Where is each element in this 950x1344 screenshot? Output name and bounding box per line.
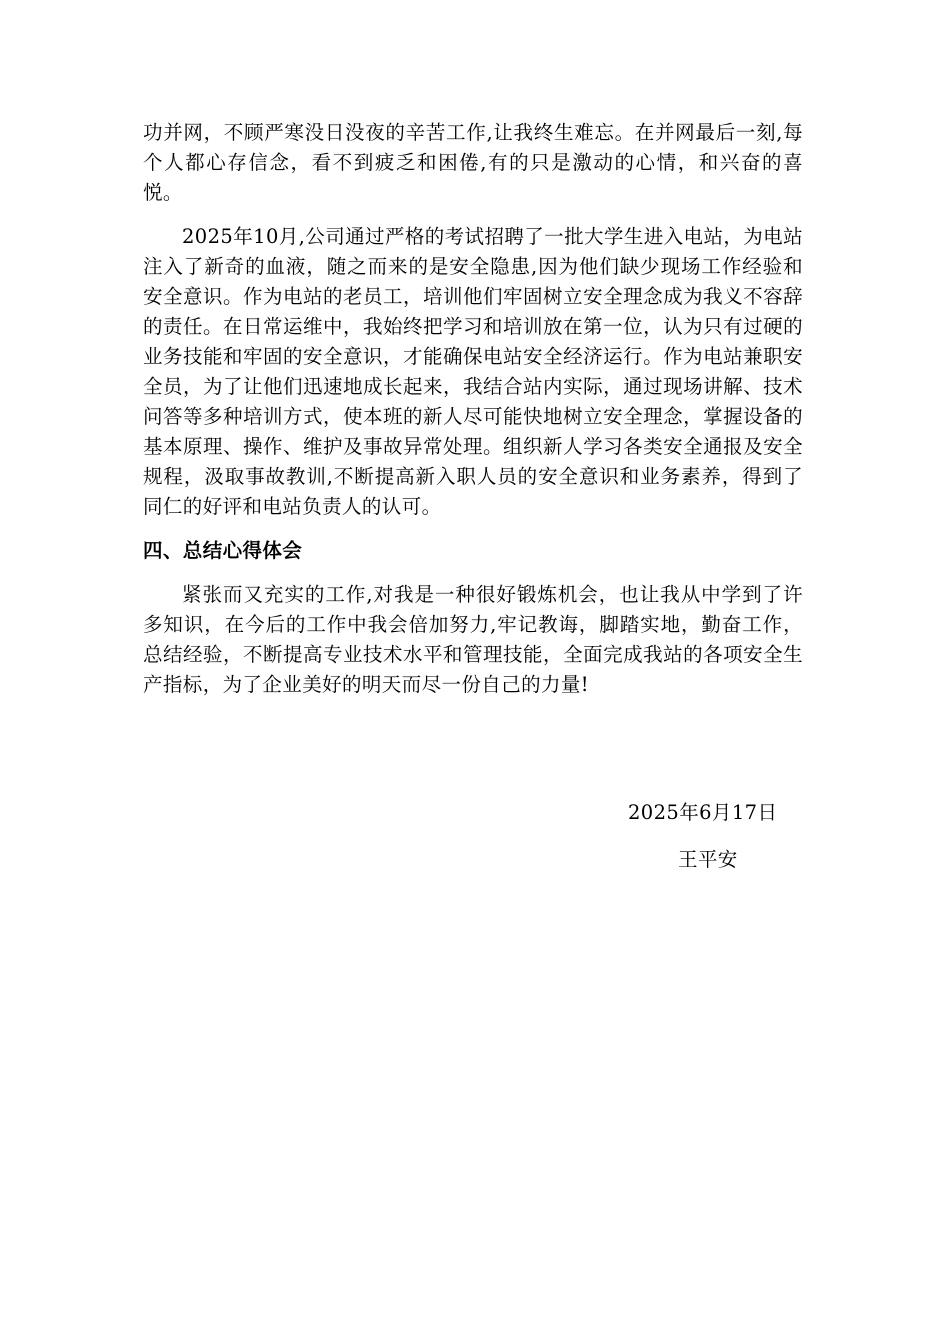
paragraph-summary: 紧张而又充实的工作,对我是一种很好锻炼机会，也让我从中学到了许多知识，在今后的工作中我会倍加努力,牢记教诲，脚踏实地，勤奋工作，总结经验，不断提高专业技术水平和管理技能，全面完成我站的各项安全生产指标，为了企业美好的明天而尽一份自己的力量! <box>143 583 803 696</box>
section-heading: 四、总结心得体会 <box>143 539 303 562</box>
document-date: 2025年6月17日 <box>628 801 778 824</box>
paragraph-gap <box>143 208 803 222</box>
document-body <box>143 118 803 700</box>
paragraph-training: 2025年10月,公司通过严格的考试招聘了一批大学生进入电站，为电站注入了新奇的血液，随之而来的是安全隐患,因为他们缺少现场工作经验和安全意识。作为电站的老员工，培训他们牢固树立安全理念成为我义不容辞的责任。在日常运维中，我始终把学习和培训放在第一位，认为只有过硬的业务技能和牢固的安全意识，才能确保电站安全经济运行。作为电站兼职安全员，为了让他们迅速地成长起来，我结合站内实际，通过现场讲解、技术问答等多种培训方式，使本班的新人尽可能快地树立安全理念，掌握设备的基本原理、操作、维护及事故异常处理。组织新人学习各类安全通报及安全规程，汲取事故教训,不断提高新入职人员的安全意识和业务素养，得到了同仁的好评和电站负责人的认可。 <box>143 225 803 518</box>
document-signature: 王平安 <box>678 848 738 871</box>
paragraph-continuation: 功并网，不顾严寒没日没夜的辛苦工作,让我终生难忘。在并网最后一刻,每个人都心存信念，看不到疲乏和困倦,有的只是激动的心情，和兴奋的喜悦。 <box>143 121 803 204</box>
paragraph-gap <box>143 566 803 580</box>
paragraph-gap <box>143 522 803 536</box>
